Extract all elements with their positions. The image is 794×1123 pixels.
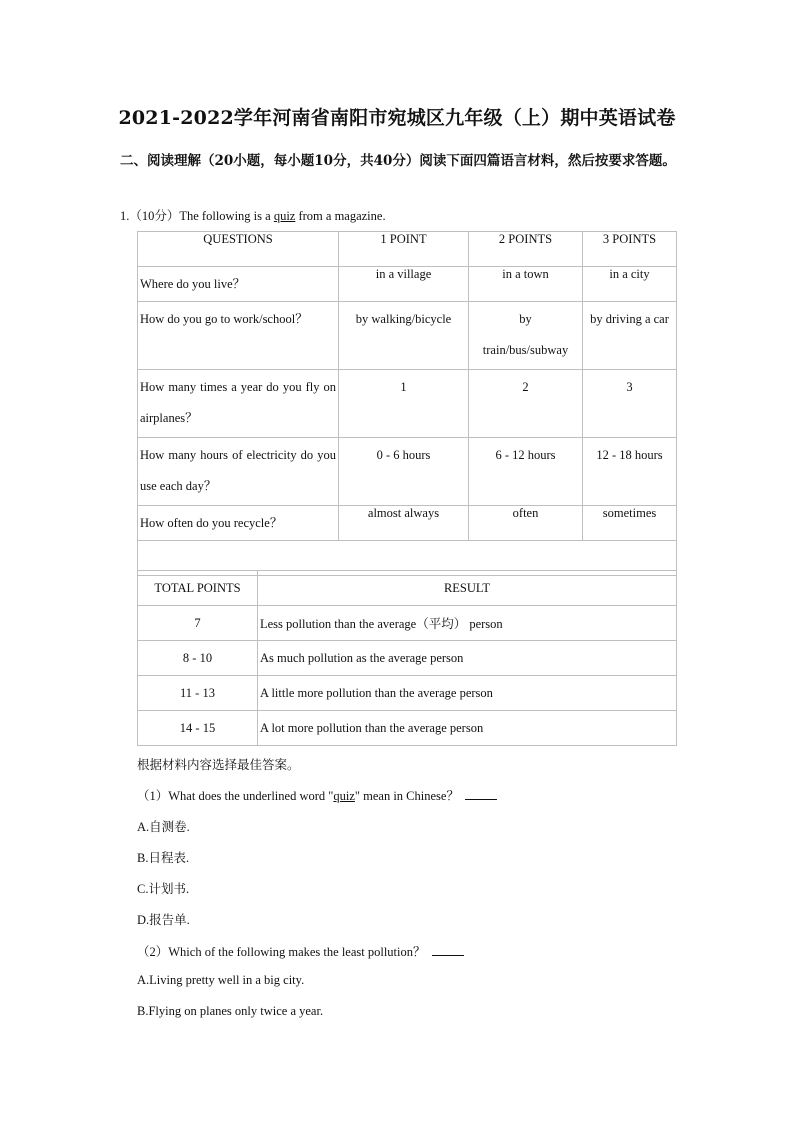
header-1-point: 1 POINT <box>339 232 469 267</box>
answer-cell: by walking/bicycle <box>339 302 469 370</box>
table-row <box>138 711 677 746</box>
answer-cell: 1 <box>339 370 469 438</box>
header-3-points: 3 POINTS <box>583 232 677 267</box>
sub-question-1-prefix: （1）What does the underlined word " <box>137 789 334 803</box>
answer-cell: 6 - 12 hours <box>469 438 583 506</box>
results-header-row <box>138 571 677 606</box>
instruction: 根据材料内容选择最佳答案。 <box>137 758 300 772</box>
results-table <box>137 570 677 746</box>
header-total-points: TOTAL POINTS <box>138 571 258 606</box>
points-cell: 11 - 13 <box>138 676 258 711</box>
question-1-intro <box>120 206 386 224</box>
header-2-points: 2 POINTS <box>469 232 583 267</box>
answer-cell: by train/bus/subway <box>469 302 583 370</box>
section-heading: 二、阅读理解（20小题，每小题10分，共40分）阅读下面四篇语言材料，然后按要求答题。 <box>120 153 676 169</box>
points-cell: 14 - 15 <box>138 711 258 746</box>
question-cell: How many times a year do you fly on airplanes？ <box>138 370 339 438</box>
answer-cell: 0 - 6 hours <box>339 438 469 506</box>
table-row <box>138 676 677 711</box>
answer-blank[interactable] <box>465 787 497 800</box>
quiz-header-row <box>138 232 677 267</box>
option-a[interactable]: A.自测卷. <box>137 820 190 834</box>
result-cell: Less pollution than the average（平均） person <box>258 606 677 641</box>
table-row <box>138 641 677 676</box>
table-row <box>138 438 677 506</box>
question-cell: How often do you recycle？ <box>138 506 339 541</box>
answer-cell: 3 <box>583 370 677 438</box>
sub-question-1-suffix: " mean in Chinese？ <box>354 789 459 803</box>
answer-cell: 2 <box>469 370 583 438</box>
header-result: RESULT <box>258 571 677 606</box>
answer-blank[interactable] <box>432 943 464 956</box>
sub-question-2-text: （2）Which of the following makes the least pollution？ <box>137 945 426 959</box>
answer-cell: often <box>469 506 583 541</box>
table-row <box>138 302 677 370</box>
answer-cell: in a town <box>469 267 583 302</box>
answer-cell: 12 - 18 hours <box>583 438 677 506</box>
underlined-word-quiz: quiz <box>273 209 296 223</box>
table-row <box>138 506 677 541</box>
option-b[interactable]: B.日程表. <box>137 851 190 865</box>
sub-question-1 <box>137 786 497 804</box>
answer-cell: almost always <box>339 506 469 541</box>
question-cell: How do you go to work/school？ <box>138 302 339 370</box>
option-a[interactable]: A.Living pretty well in a big city. <box>137 973 305 987</box>
question-1-suffix: from a magazine. <box>295 209 386 223</box>
points-cell: 7 <box>138 606 258 641</box>
result-cell: A little more pollution than the average person <box>258 676 677 711</box>
points-cell: 8 - 10 <box>138 641 258 676</box>
option-c[interactable]: C.计划书. <box>137 882 190 896</box>
question-1-prefix: 1.（10分）The following is a <box>120 209 274 223</box>
result-cell: As much pollution as the average person <box>258 641 677 676</box>
page-title: 2021-2022学年河南省南阳市宛城区九年级（上）期中英语试卷 <box>118 107 676 129</box>
result-cell: A lot more pollution than the average person <box>258 711 677 746</box>
option-d[interactable]: D.报告单. <box>137 913 190 927</box>
answer-cell: in a city <box>583 267 677 302</box>
answer-cell: by driving a car <box>583 302 677 370</box>
answer-cell: in a village <box>339 267 469 302</box>
option-b[interactable]: B.Flying on planes only twice a year. <box>137 1004 324 1018</box>
sub-question-2 <box>137 942 464 960</box>
quiz-table <box>137 231 677 576</box>
question-cell: Where do you live？ <box>138 267 339 302</box>
table-row <box>138 370 677 438</box>
question-cell: How many hours of electricity do you use each day？ <box>138 438 339 506</box>
header-questions: QUESTIONS <box>138 232 339 267</box>
answer-cell: sometimes <box>583 506 677 541</box>
underlined-word-quiz: quiz <box>333 789 355 803</box>
table-row <box>138 606 677 641</box>
table-row <box>138 267 677 302</box>
